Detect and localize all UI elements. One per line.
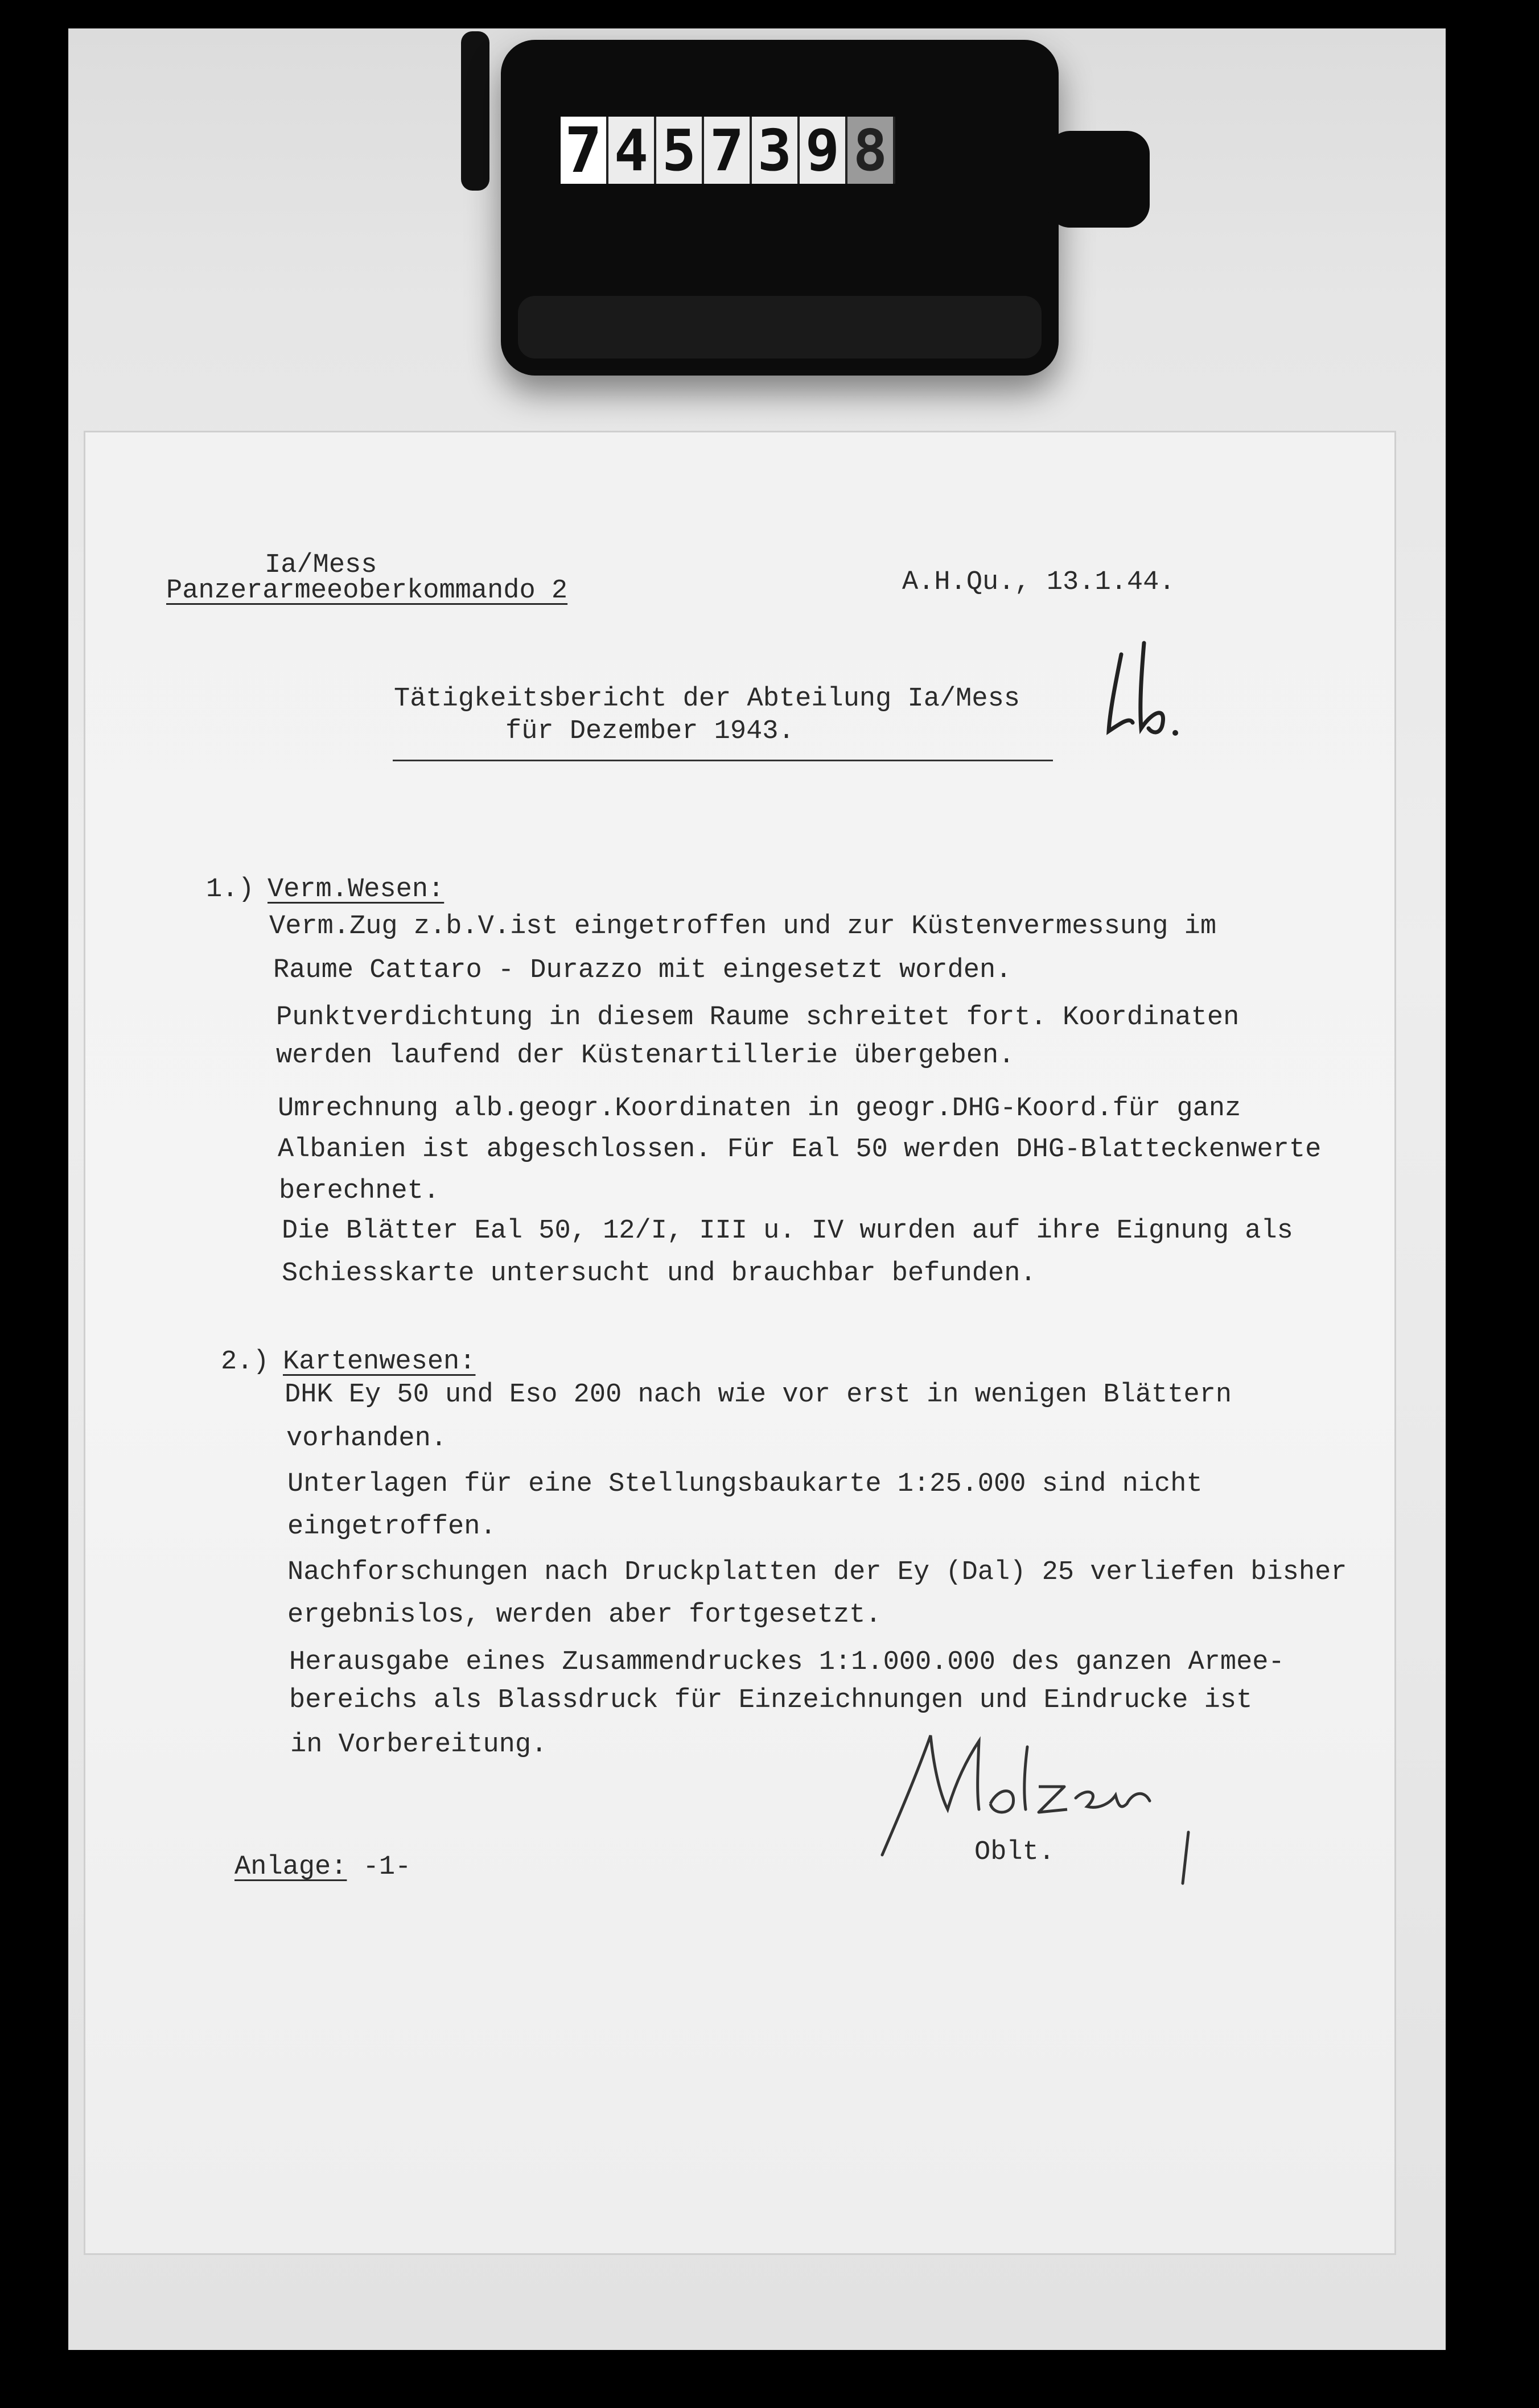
- section-1-line: berechnet.: [279, 1176, 440, 1206]
- section-2-line: in Vorbereitung.: [290, 1730, 548, 1760]
- counter-digit: 9: [800, 117, 847, 184]
- enclosure-line: [234, 1854, 411, 1881]
- title-rule: [393, 760, 1053, 761]
- section-2-line: bereichs als Blassdruck für Einzeichnungen und Eindrucke ist: [289, 1685, 1253, 1716]
- section-1-line: Verm.Zug z.b.V.ist eingetroffen und zur Küstenvermessung im: [269, 912, 1217, 942]
- section-1-line: Die Blätter Eal 50, 12/I, III u. IV wurden auf ihre Eignung als: [282, 1216, 1293, 1246]
- section-2-line: vorhanden.: [286, 1424, 447, 1454]
- pen-stroke: [1172, 1829, 1195, 1886]
- report-title: Tätigkeitsbericht der Abteilung Ia/Mess: [394, 684, 1020, 714]
- section-1-line: Umrechnung alb.geogr.Koordinaten in geogr.DHG-Koord.für ganz: [278, 1094, 1241, 1124]
- section-2-line: Nachforschungen nach Druckplatten der Ey (Dal) 25 verliefen bisher: [287, 1557, 1347, 1588]
- counter-knob: [1047, 131, 1150, 228]
- section-1-heading: Verm.Wesen:: [268, 875, 445, 905]
- section-2-line: ergebnislos, werden aber fortgesetzt.: [287, 1600, 882, 1630]
- enclosure-value: -1-: [363, 1852, 412, 1882]
- frame-number-display: [561, 114, 895, 187]
- section-2-number: 2.): [221, 1347, 269, 1377]
- section-1-line: Schiesskarte untersucht und brauchbar befunden.: [282, 1259, 1036, 1289]
- unit-name: Panzerarmeeoberkommando 2: [166, 576, 568, 606]
- counter-digit: 8: [847, 117, 895, 184]
- handwritten-initials: [1098, 632, 1190, 745]
- section-2-line: eingetroffen.: [287, 1512, 496, 1542]
- counter-base: [518, 296, 1042, 358]
- section-1-line: Albanien ist abgeschlossen. Für Eal 50 werden DHG-Blatteckenwerte: [278, 1135, 1322, 1165]
- counter-digit: 7: [704, 117, 752, 184]
- section-2-line: Unterlagen für eine Stellungsbaukarte 1:25.000 sind nicht: [287, 1469, 1203, 1499]
- counter-digit: 3: [752, 117, 800, 184]
- place-date: A.H.Qu., 13.1.44.: [902, 567, 1175, 597]
- section-1-line: werden laufend der Küstenartillerie übergeben.: [276, 1041, 1015, 1071]
- section-1-line: Punktverdichtung in diesem Raume schreitet fort. Koordinaten: [276, 1003, 1240, 1033]
- enclosure-label: Anlage:: [234, 1852, 347, 1882]
- office-code: Ia/Mess: [265, 550, 377, 580]
- section-1-line: Raume Cattaro - Durazzo mit eingesetzt worden.: [273, 955, 1012, 986]
- section-2-line: DHK Ey 50 und Eso 200 nach wie vor erst in wenigen Blättern: [285, 1380, 1232, 1410]
- counter-strap: [461, 31, 489, 191]
- section-1-number: 1.): [206, 875, 254, 905]
- report-subtitle: für Dezember 1943.: [505, 716, 795, 747]
- signature-rank: Oblt.: [974, 1837, 1055, 1867]
- counter-digit: 4: [608, 117, 656, 184]
- counter-digit: 7: [561, 117, 608, 184]
- counter-digit: 5: [656, 117, 704, 184]
- section-2-heading: Kartenwesen:: [283, 1347, 476, 1377]
- section-2-line: Herausgabe eines Zusammendruckes 1:1.000.000 des ganzen Armee-: [289, 1647, 1285, 1677]
